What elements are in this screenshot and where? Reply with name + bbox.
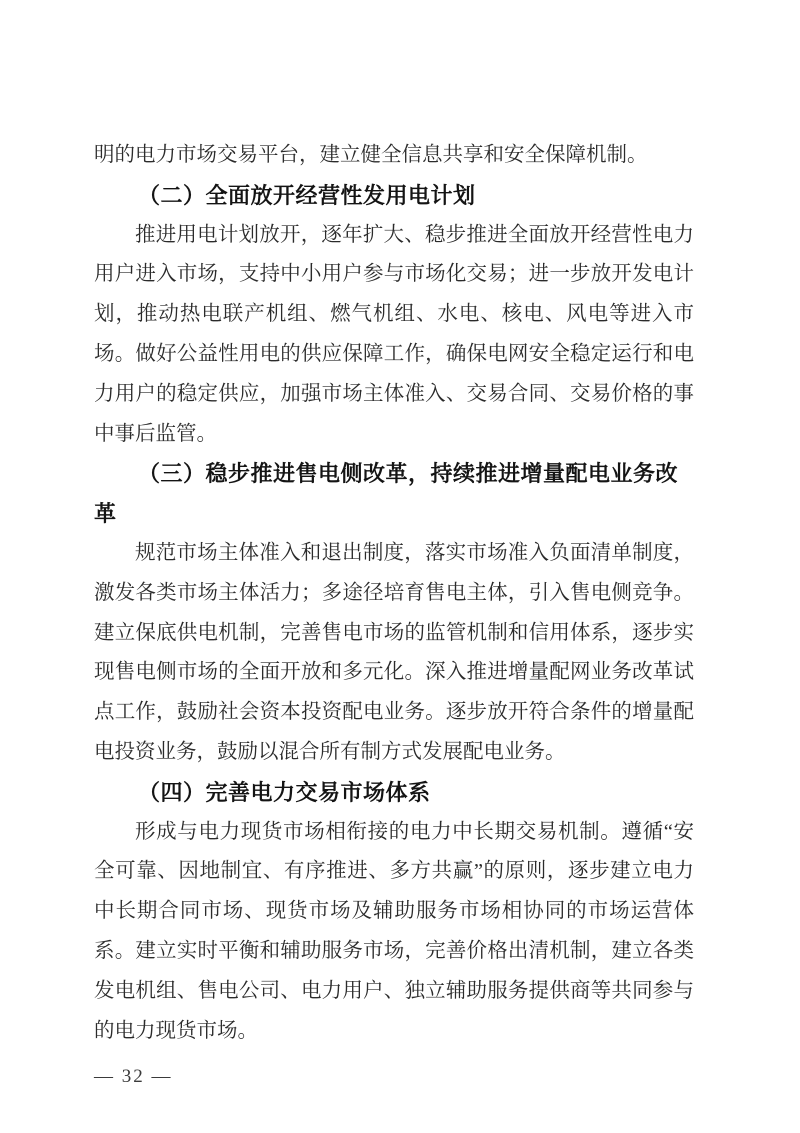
page-footer	[94, 1063, 694, 1091]
section-paragraph-3: 规范市场主体准入和退出制度，落实市场准入负面清单制度，激发各类市场主体活力；多途径培育售电主体，引入售电侧竞争。建立保底供电机制，完善售电市场的监管机制和信用体系，逐步实现售电侧市场的全面开放和多元化。深入推进增量配网业务改革试点工作，鼓励社会资本投资配电业务。逐步放开符合条件的增量配电投资业务，鼓励以混合所有制方式发展配电业务。	[94, 541, 694, 763]
section-heading-3: （三）稳步推进售电侧改革，持续推进增量配电业务改革	[94, 461, 679, 527]
section-heading-4: （四）完善电力交易市场体系	[138, 779, 431, 805]
continuation-paragraph: 明的电力市场交易平台，建立健全信息共享和安全保障机制。	[94, 144, 648, 166]
section-paragraph-4: 形成与电力现货市场相衔接的电力中长期交易机制。遵循“安全可靠、因地制宜、有序推进、多方共赢”的原则，逐步建立电力中长期合同市场、现货市场及辅助服务市场相协同的市场运营体系。建立实时平衡和辅助服务市场，完善价格出清机制，建立各类发电机组、售电公司、电力用户、独立辅助服务提供商等共同参与的电力现货市场。	[94, 820, 694, 1042]
document-body	[94, 136, 694, 1051]
page-number: — 32 —	[94, 1066, 173, 1088]
section-paragraph-2: 推进用电计划放开，逐年扩大、稳步推进全面放开经营性电力用户进入市场，支持中小用户参与市场化交易；进一步放开发电计划，推动热电联产机组、燃气机组、水电、核电、风电等进入市场。做好公益性用电的供应保障工作，确保电网安全稳定运行和电力用户的稳定供应，加强市场主体准入、交易合同、交易价格的事中事后监管。	[94, 223, 694, 445]
section-heading-2: （二）全面放开经营性发用电计划	[138, 182, 476, 208]
